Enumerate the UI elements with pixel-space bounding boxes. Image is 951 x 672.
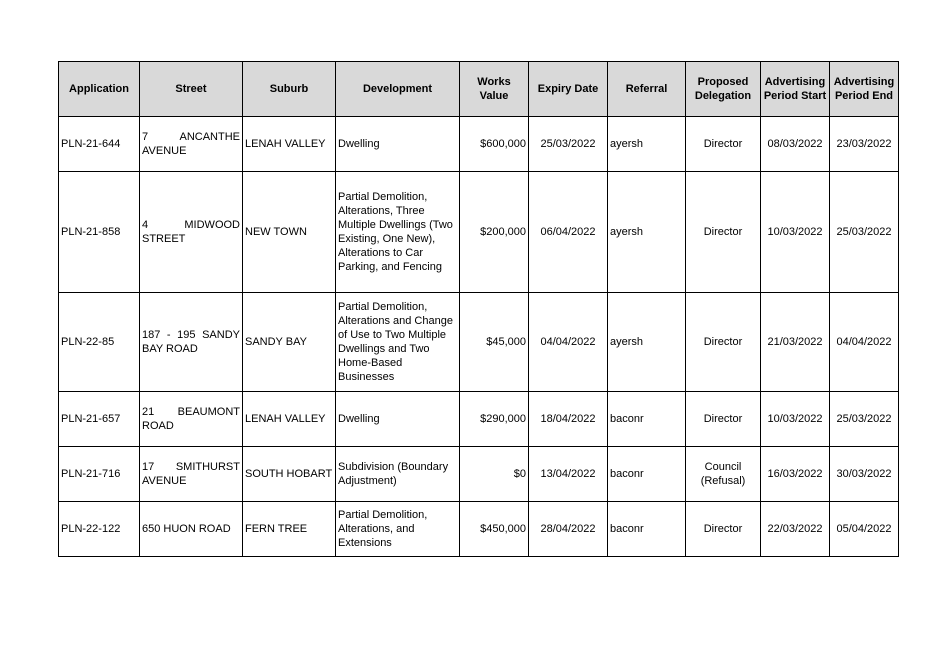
- table-row: [59, 117, 899, 172]
- cell-advertising-period-end: 23/03/2022: [830, 117, 899, 172]
- cell-development: Partial Demolition, Alterations and Change of Use to Two Multiple Dwellings and Two Home-Based Businesses: [336, 293, 460, 392]
- cell-application: PLN-22-85: [59, 293, 140, 392]
- cell-advertising-period-end: 04/04/2022: [830, 293, 899, 392]
- cell-application: PLN-22-122: [59, 502, 140, 557]
- cell-referral: ayersh: [608, 293, 686, 392]
- cell-street: 7 ANCANTHE AVENUE: [140, 117, 243, 172]
- cell-expiry-date: 28/04/2022: [529, 502, 608, 557]
- cell-works-value: $600,000: [460, 117, 529, 172]
- cell-proposed-delegation: Director: [686, 392, 761, 447]
- cell-expiry-date: 18/04/2022: [529, 392, 608, 447]
- cell-expiry-date: 04/04/2022: [529, 293, 608, 392]
- cell-expiry-date: 13/04/2022: [529, 447, 608, 502]
- cell-advertising-period-end: 30/03/2022: [830, 447, 899, 502]
- cell-application: PLN-21-644: [59, 117, 140, 172]
- cell-proposed-delegation: Director: [686, 172, 761, 293]
- cell-development: Subdivision (Boundary Adjustment): [336, 447, 460, 502]
- header-application: Application: [59, 62, 140, 117]
- cell-proposed-delegation: Director: [686, 117, 761, 172]
- cell-advertising-period-start: 22/03/2022: [761, 502, 830, 557]
- cell-works-value: $45,000: [460, 293, 529, 392]
- cell-suburb: NEW TOWN: [243, 172, 336, 293]
- cell-suburb: LENAH VALLEY: [243, 117, 336, 172]
- cell-suburb: FERN TREE: [243, 502, 336, 557]
- header-development: Development: [336, 62, 460, 117]
- cell-application: PLN-21-716: [59, 447, 140, 502]
- table-row: [59, 172, 899, 293]
- table-row: [59, 447, 899, 502]
- cell-proposed-delegation: Director: [686, 502, 761, 557]
- cell-referral: baconr: [608, 392, 686, 447]
- table-row: [59, 392, 899, 447]
- cell-works-value: $0: [460, 447, 529, 502]
- cell-proposed-delegation: Council (Refusal): [686, 447, 761, 502]
- cell-suburb: LENAH VALLEY: [243, 392, 336, 447]
- cell-proposed-delegation: Director: [686, 293, 761, 392]
- header-expiry-date: Expiry Date: [529, 62, 608, 117]
- cell-street: 187 - 195 SANDY BAY ROAD: [140, 293, 243, 392]
- cell-development: Dwelling: [336, 117, 460, 172]
- cell-works-value: $290,000: [460, 392, 529, 447]
- cell-application: PLN-21-858: [59, 172, 140, 293]
- cell-suburb: SOUTH HOBART: [243, 447, 336, 502]
- cell-referral: ayersh: [608, 172, 686, 293]
- cell-expiry-date: 06/04/2022: [529, 172, 608, 293]
- cell-advertising-period-start: 10/03/2022: [761, 392, 830, 447]
- header-proposed-delegation: Proposed Delegation: [686, 62, 761, 117]
- cell-street: 4 MIDWOOD STREET: [140, 172, 243, 293]
- header-referral: Referral: [608, 62, 686, 117]
- cell-referral: ayersh: [608, 117, 686, 172]
- cell-advertising-period-end: 25/03/2022: [830, 172, 899, 293]
- cell-advertising-period-start: 10/03/2022: [761, 172, 830, 293]
- header-street: Street: [140, 62, 243, 117]
- cell-application: PLN-21-657: [59, 392, 140, 447]
- table-header-row: [59, 62, 899, 117]
- cell-street: 650 HUON ROAD: [140, 502, 243, 557]
- header-advertising-period-start: Advertising Period Start: [761, 62, 830, 117]
- cell-advertising-period-start: 08/03/2022: [761, 117, 830, 172]
- planning-applications-table: [58, 61, 899, 557]
- table-row: [59, 293, 899, 392]
- cell-street: 17 SMITHURST AVENUE: [140, 447, 243, 502]
- cell-advertising-period-end: 25/03/2022: [830, 392, 899, 447]
- cell-referral: baconr: [608, 502, 686, 557]
- table-row: [59, 502, 899, 557]
- cell-expiry-date: 25/03/2022: [529, 117, 608, 172]
- cell-advertising-period-end: 05/04/2022: [830, 502, 899, 557]
- cell-referral: baconr: [608, 447, 686, 502]
- header-works-value: Works Value: [460, 62, 529, 117]
- cell-street: 21 BEAUMONT ROAD: [140, 392, 243, 447]
- cell-works-value: $450,000: [460, 502, 529, 557]
- cell-development: Dwelling: [336, 392, 460, 447]
- cell-advertising-period-start: 21/03/2022: [761, 293, 830, 392]
- cell-suburb: SANDY BAY: [243, 293, 336, 392]
- cell-development: Partial Demolition, Alterations, Three Multiple Dwellings (Two Existing, One New), Alterations to Car Parking, and Fencing: [336, 172, 460, 293]
- cell-development: Partial Demolition, Alterations, and Extensions: [336, 502, 460, 557]
- header-advertising-period-end: Advertising Period End: [830, 62, 899, 117]
- cell-advertising-period-start: 16/03/2022: [761, 447, 830, 502]
- cell-works-value: $200,000: [460, 172, 529, 293]
- header-suburb: Suburb: [243, 62, 336, 117]
